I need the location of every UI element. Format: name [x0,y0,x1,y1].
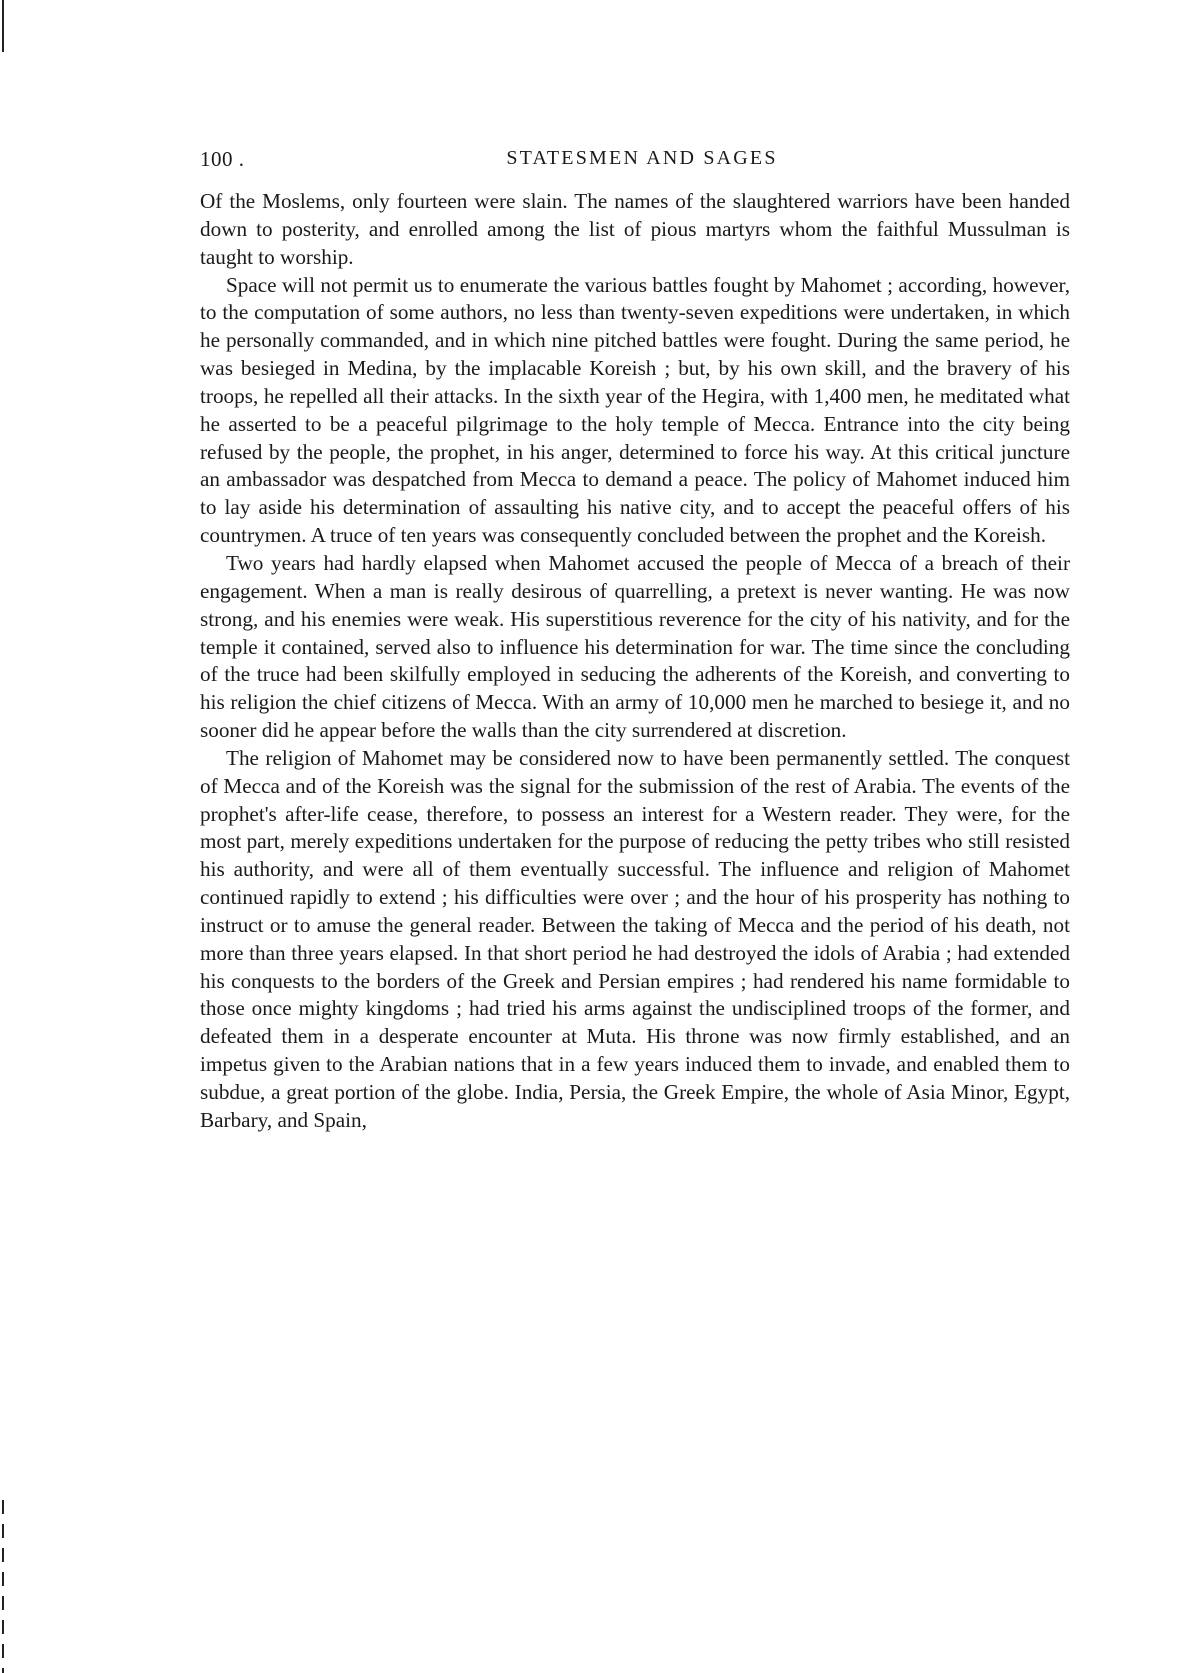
paragraph-3: Two years had hardly elapsed when Mahomet accused the people of Mecca of a breach of their engagement. When a man is really desirous of quarrelling, a pretext is never wanting. He was now strong, and his enemies were weak. His superstitious reverence for the city of his nativity, and for the temple it contained, served also to influence his determination for war. The time since the concluding of the truce had been skilfully employed in seducing the adherents of the Koreish, and converting to his religion the chief citizens of Mecca. With an army of 10,000 men he marched to besiege it, and no sooner did he appear before the walls than the city surrendered at discretion. [200,550,1070,743]
running-title: STATESMEN AND SAGES [506,147,778,169]
paragraph-1: Of the Moslems, only fourteen were slain. The names of the slaughtered warriors have been handed down to posterity, and enrolled among the list of pious martyrs whom the faithful Mussulman is taught to worship. [200,189,1070,269]
body-text [200,188,1070,1135]
page-number: 100 . [200,147,245,171]
paragraph-4: The religion of Mahomet may be considered now to have been permanently settled. The conquest of Mecca and of the Koreish was the signal for the submission of the rest of Arabia. The events of the prophet's after-life cease, therefore, to possess an interest for a Western reader. They were, for the most part, merely expeditions undertaken for the purpose of reducing the petty tribes who still resisted his authority, and were all of them eventually successful. The influence and religion of Mahomet continued rapidly to extend ; his difficulties were over ; and the hour of his prosperity has nothing to instruct or to amuse the general reader. Between the taking of Mecca and the period of his death, not more than three years elapsed. In that short period he had destroyed the idols of Arabia ; had extended his conquests to the borders of the Greek and Persian empires ; had rendered his name formidable to those once mighty kingdoms ; had tried his arms against the undisciplined troops of the former, and defeated them in a desperate encounter at Muta. His throne was now firmly established, and an impetus given to the Arabian nations that in a few years induced them to invade, and enabled them to subdue, a great portion of the globe. India, Persia, the Greek Empire, the whole of Asia Minor, Egypt, Barbary, and Spain, [200,745,1070,1132]
running-head [200,147,1084,177]
paragraph-2: Space will not permit us to enumerate the various battles fought by Mahomet ; according, however, to the computation of some authors, no less than twenty-seven expeditions were undertaken, in which he personally commanded, and in which nine pitched battles were fought. During the same period, he was besieged in Medina, by the implacable Koreish ; but, by his own skill, and the bravery of his troops, he repelled all their attacks. In the sixth year of the Hegira, with 1,400 men, he meditated what he asserted to be a peaceful pilgrimage to the holy temple of Mecca. Entrance into the city being refused by the people, the prophet, in his anger, determined to force his way. At this critical juncture an ambassador was despatched from Mecca to demand a peace. The policy of Mahomet induced him to lay aside his determination of assaulting his native city, and to accept the peaceful offers of his countrymen. A truce of ten years was consequently concluded between the prophet and the Koreish. [200,272,1070,548]
